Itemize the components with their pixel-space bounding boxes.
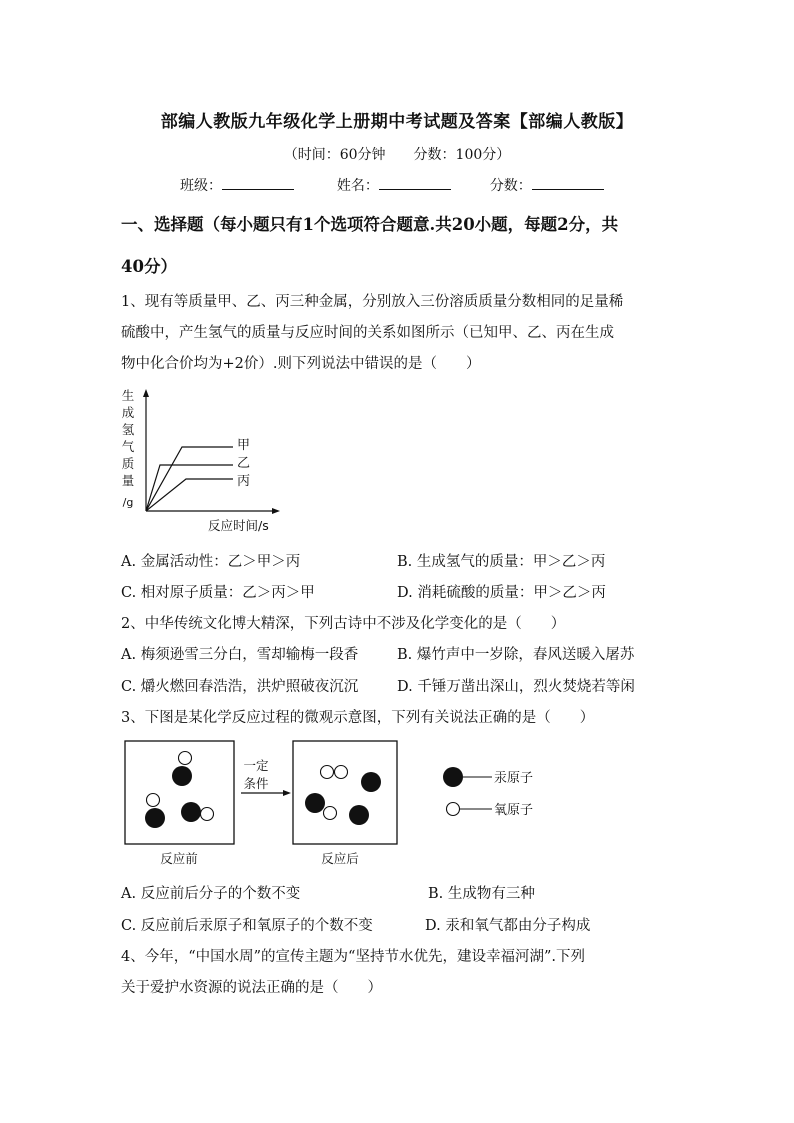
name-blank[interactable]: [379, 176, 451, 190]
curve-bing: [146, 479, 233, 511]
x-axis-arrow: [272, 508, 280, 514]
q1-chart: [115, 385, 285, 535]
name-label: 姓名：: [336, 178, 379, 194]
legend-oxygen-icon: [447, 803, 460, 816]
oxygen-atom: [335, 766, 348, 779]
mercury-atom: [349, 805, 369, 825]
q1-option-a[interactable]: A. 金属活动性：乙＞甲＞丙: [121, 554, 301, 570]
q3-text: 3、下图是某化学反应过程的微观示意图，下列有关说法正确的是（ ）: [121, 710, 595, 726]
score-label: 分数：: [489, 178, 532, 194]
q4-text: 4、今年，“中国水周”的宣传主题为“坚持节水优先，建设幸福河湖”.下列: [121, 949, 585, 965]
oxygen-atom: [201, 808, 214, 821]
section-heading: 一、选择题（每小题只有1个选项符合题意.共20小题，每题2分，共: [121, 215, 619, 234]
ylabel-char: 成: [121, 405, 135, 420]
legend-oxygen-label: 氧原子: [494, 803, 534, 818]
oxygen-atom: [147, 794, 160, 807]
after-label: 反应后: [321, 851, 359, 866]
ylabel-char: 量: [121, 473, 135, 488]
class-label: 班级：: [180, 178, 222, 194]
oxygen-atom: [321, 766, 334, 779]
q3-option-a[interactable]: A. 反应前后分子的个数不变: [121, 886, 301, 902]
x-axis-label: 反应时间/s: [208, 518, 269, 533]
y-axis-arrow: [143, 389, 149, 397]
q1-option-b[interactable]: B. 生成氢气的质量：甲＞乙＞丙: [397, 554, 606, 570]
page-title: 部编人教版九年级化学上册期中考试题及答案【部编人教版】: [160, 112, 634, 132]
q2-option-a[interactable]: A. 梅须逊雪三分白，雪却输梅一段香: [121, 647, 359, 663]
legend-mercury-icon: [443, 767, 463, 787]
q1-option-d[interactable]: D. 消耗硫酸的质量：甲＞乙＞丙: [397, 585, 606, 601]
q2-option-d[interactable]: D. 千锤万凿出深山，烈火焚烧若等闲: [397, 679, 635, 695]
class-blank[interactable]: [222, 176, 294, 190]
mercury-atom: [172, 766, 192, 786]
series-label-bing: 丙: [237, 474, 251, 489]
after-box: [293, 741, 397, 844]
condition-text: 一定: [243, 758, 269, 773]
mercury-atom: [305, 793, 325, 813]
series-label-jia: 甲: [237, 438, 251, 453]
legend-mercury-label: 汞原子: [494, 771, 534, 786]
q4-text: 关于爱护水资源的说法正确的是（ ）: [121, 980, 382, 996]
score-blank[interactable]: [532, 176, 604, 190]
q3-option-c[interactable]: C. 反应前后汞原子和氧原子的个数不变: [121, 918, 373, 934]
q1-text: 物中化合价均为+2价）.则下列说法中错误的是（ ）: [121, 356, 481, 372]
ylabel-char: 质: [121, 456, 135, 471]
series-label-yi: 乙: [237, 456, 251, 471]
q1-text: 硫酸中，产生氢气的质量与反应时间的关系如图所示（已知甲、乙、丙在生成: [121, 325, 614, 341]
mercury-atom: [145, 808, 165, 828]
oxygen-atom: [179, 752, 192, 765]
ylabel-char: /g: [122, 496, 134, 509]
q2-text: 2、中华传统文化博大精深，下列古诗中不涉及化学变化的是（ ）: [121, 616, 566, 632]
q3-option-d[interactable]: D. 汞和氧气都由分子构成: [425, 918, 591, 934]
mercury-atom: [181, 802, 201, 822]
oxygen-atom: [324, 807, 337, 820]
condition-text: 条件: [243, 776, 269, 791]
q3-reaction-diagram: [115, 733, 555, 873]
q1-text: 1、现有等质量甲、乙、丙三种金属，分别放入三份溶质质量分数相同的足量稀: [121, 294, 624, 310]
ylabel-char: 气: [121, 439, 135, 454]
q1-option-c[interactable]: C. 相对原子质量：乙＞丙＞甲: [121, 585, 315, 601]
student-fields: [180, 175, 604, 195]
q3-option-b[interactable]: B. 生成物有三种: [428, 886, 535, 902]
before-label: 反应前: [160, 851, 198, 866]
reaction-arrow-head: [283, 790, 291, 796]
ylabel-char: 氢: [121, 422, 135, 437]
ylabel-char: 生: [121, 388, 135, 403]
mercury-atom: [361, 772, 381, 792]
q2-option-b[interactable]: B. 爆竹声中一岁除，春风送暖入屠苏: [397, 647, 635, 663]
exam-info: （时间：60分钟 分数：100分）: [283, 147, 511, 163]
section-heading-cont: 40分）: [121, 257, 177, 276]
q2-option-c[interactable]: C. 爝火燃回春浩浩，洪炉照破夜沉沉: [121, 679, 359, 695]
